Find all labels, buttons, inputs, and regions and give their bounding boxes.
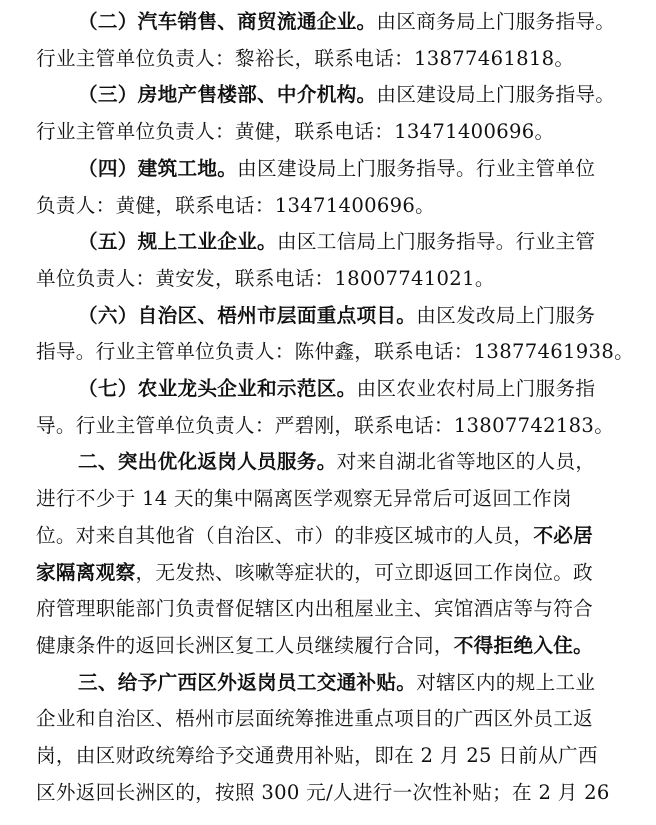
body-text: 行业主管单位负责人：黎裕长，联系电话：13877461818。 <box>36 46 575 70</box>
bold-text: 不得拒绝入住。 <box>453 633 594 657</box>
text-line <box>0 114 656 150</box>
body-text: 岗，由区财政统筹给予交通费用补贴，即在 2 月 25 日前从广西 <box>36 744 598 767</box>
text-line <box>0 188 656 224</box>
body-text: 单位负责人：黄安发，联系电话：18007741021。 <box>36 266 495 290</box>
body-text: 负责人：黄健，联系电话：13471400696。 <box>36 193 436 217</box>
text-line <box>0 77 656 113</box>
body-text: 行业主管单位负责人：黄健，联系电话：13471400696。 <box>36 120 555 144</box>
bold-text: 三、给予广西区外返岗员工交通补贴。 <box>78 670 417 694</box>
body-text: 位。对来自其他省（自治区、市）的非疫区城市的人员， <box>36 523 534 547</box>
body-text: ，无发热、咳嗽等症状的，可立即返回工作岗位。政 <box>135 560 594 584</box>
bold-text: （三）房地产售楼部、中介机构。 <box>78 83 377 107</box>
bold-text: （四）建筑工地。 <box>78 156 238 180</box>
bold-text: 二、突出优化返岗人员服务。 <box>78 450 337 474</box>
text-line <box>0 665 656 701</box>
text-line <box>0 481 656 517</box>
text-line <box>0 591 656 627</box>
bold-text: （七）农业龙头企业和示范区。 <box>78 377 357 400</box>
bold-text: （六）自治区、梧州市层面重点项目。 <box>78 303 417 327</box>
text-line <box>0 518 656 554</box>
text-line <box>0 371 656 407</box>
text-line <box>0 408 656 444</box>
body-text: 企业和自治区、梧州市层面统筹推进重点项目的广西区外员工返 <box>36 707 594 731</box>
text-line <box>0 41 656 77</box>
body-text: 对辖区内的规上工业 <box>416 670 596 694</box>
body-text: 由区建设局上门服务指导。 <box>376 83 616 107</box>
body-text: 由区工信局上门服务指导。行业主管 <box>276 230 596 254</box>
text-line <box>0 298 656 334</box>
text-line <box>0 444 656 480</box>
text-line <box>0 775 656 811</box>
text-line <box>0 224 656 260</box>
bold-text: （二）汽车销售、商贸流通企业。 <box>78 10 377 33</box>
body-text: 区外返回长洲区的，按照 300 元/人进行一次性补贴；在 2 月 26 <box>36 780 610 804</box>
text-line <box>0 334 656 370</box>
text-line <box>0 738 656 774</box>
body-text: 由区发改局上门服务 <box>416 303 596 327</box>
text-line <box>0 555 656 591</box>
bold-text: 不必居 <box>533 523 594 547</box>
body-text: 由区农业农村局上门服务指 <box>356 377 596 400</box>
body-text: 由区建设局上门服务指导。行业主管单位 <box>237 156 596 180</box>
body-text: 对来自湖北省等地区的人员， <box>336 450 596 474</box>
body-text: 府管理职能部门负责督促辖区内出租屋业主、宾馆酒店等与符合 <box>36 597 594 621</box>
text-line <box>0 261 656 297</box>
body-text: 进行不少于 14 天的集中隔离医学观察无异常后可返回工作岗 <box>36 487 572 511</box>
text-line <box>0 701 656 737</box>
bold-text: 家隔离观察 <box>36 560 136 584</box>
body-text: 由区商务局上门服务指导。 <box>376 10 616 33</box>
bold-text: （五）规上工业企业。 <box>78 230 277 254</box>
text-line <box>0 151 656 187</box>
body-text: 健康条件的返回长洲区复工人员继续履行合同， <box>36 633 454 657</box>
body-text: 导。行业主管单位负责人：严碧刚，联系电话：13807742183。 <box>36 413 615 437</box>
body-text: 指导。行业主管单位负责人：陈仲鑫，联系电话：13877461938。 <box>36 340 634 364</box>
text-line <box>0 4 656 40</box>
text-line <box>0 628 656 664</box>
